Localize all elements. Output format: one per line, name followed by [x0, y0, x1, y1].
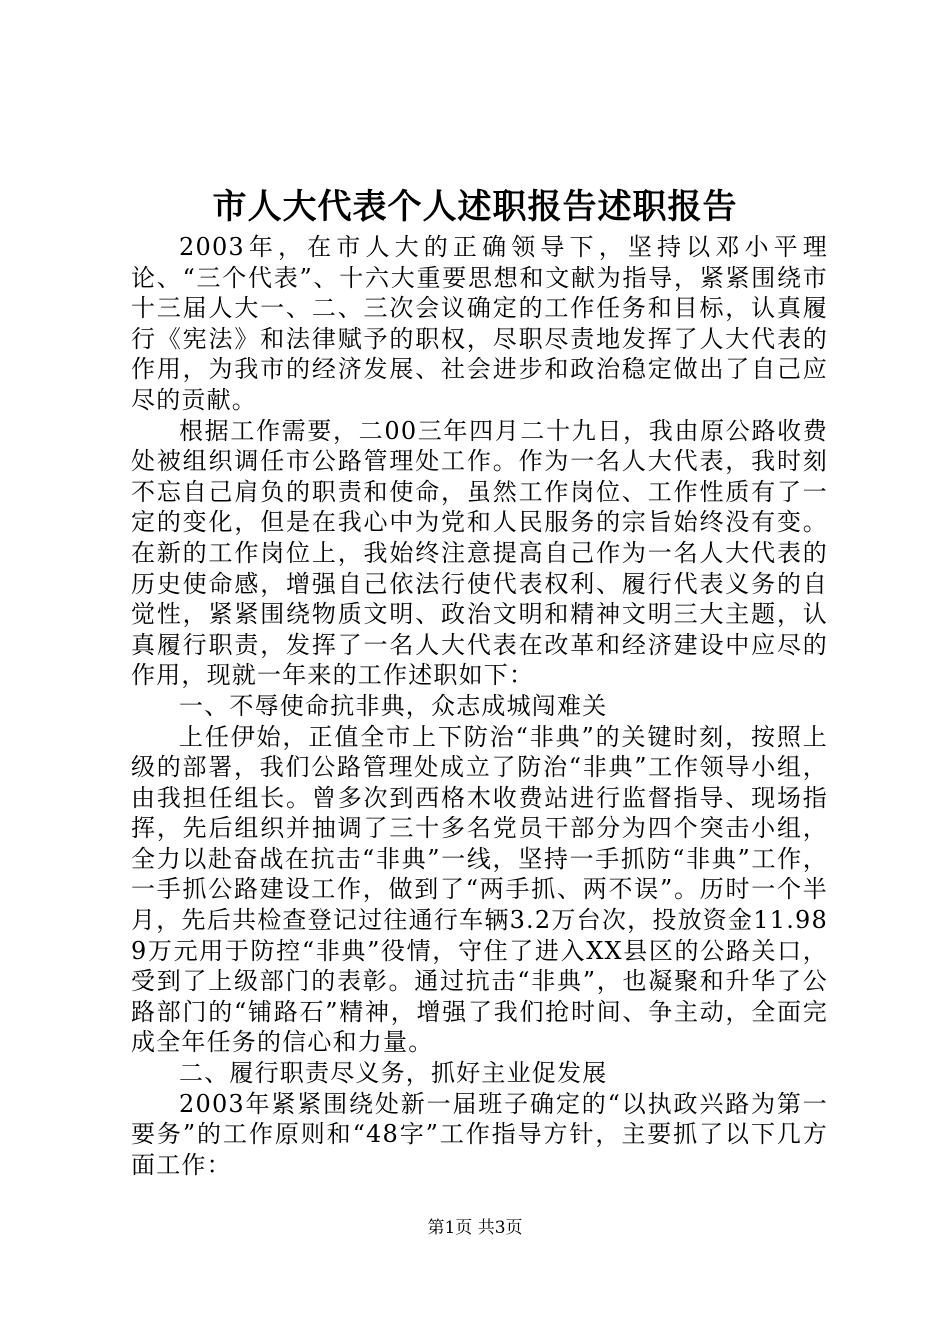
paragraph: 2003年，在市人大的正确领导下，坚持以邓小平理论、“三个代表”、十六大重要思想和文献为指导，紧紧围绕市十三届人大一、二、三次会议确定的工作任务和目标，认真履行《宪法》和法律赋予的职权，尽职尽责地发挥了人大代表的作用，为我市的经济发展、社会进步和政治稳定做出了自己应尽的贡献。: [131, 233, 828, 414]
document-body: [131, 232, 828, 1180]
document-title: 市人大代表个人述职报告述职报告: [212, 187, 738, 227]
section-heading: 二、履行职责尽义务，抓好主业促发展: [179, 1059, 608, 1088]
page-footer: 第1页 共3页: [427, 1218, 523, 1238]
paragraph: 根据工作需要，二00三年四月二十九日，我由原公路收费处被组织调任市公路管理处工作。作为一名人大代表，我时刻不忘自己肩负的职责和使命，虽然工作岗位、工作性质有了一定的变化，但是在我心中为党和人民服务的宗旨始终没有变。在新的工作岗位上，我始终注意提高自己作为一名人大代表的历史使命感，增强自己依法行使代表权利、履行代表义务的自觉性，紧紧围绕物质文明、政治文明和精神文明三大主题，认真履行职责，发挥了一名人大代表在改革和经济建设中应尽的作用，现就一年来的工作述职如下：: [131, 416, 828, 690]
section-heading: 一、不辱使命抗非典，众志成城闯难关: [179, 691, 608, 720]
paragraph: 上任伊始，正值全市上下防治“非典”的关键时刻，按照上级的部署，我们公路管理处成立了防治“非典”工作领导小组，由我担任组长。曾多次到西格木收费站进行监督指导、现场指挥，先后组织并抽调了三十多名党员干部分为四个突击小组，全力以赴奋战在抗击“非典”一线，坚持一手抓防“非典”工作，一手抓公路建设工作，做到了“两手抓、两不误”。历时一个半月，先后共检查登记过往通行车辆3.2万台次，投放资金11.989万元用于防控“非典”役情，守住了进入XX县区的公路关口，受到了上级部门的表彰。通过抗击“非典”，也凝聚和升华了公路部门的“铺路石”精神，增强了我们抢时间、争主动，全面完成全年任务的信心和力量。: [131, 722, 828, 1057]
paragraph: 2003年紧紧围绕处新一届班子确定的“以执政兴路为第一要务”的工作原则和“48字”工作指导方针，主要抓了以下几方面工作：: [131, 1089, 828, 1179]
